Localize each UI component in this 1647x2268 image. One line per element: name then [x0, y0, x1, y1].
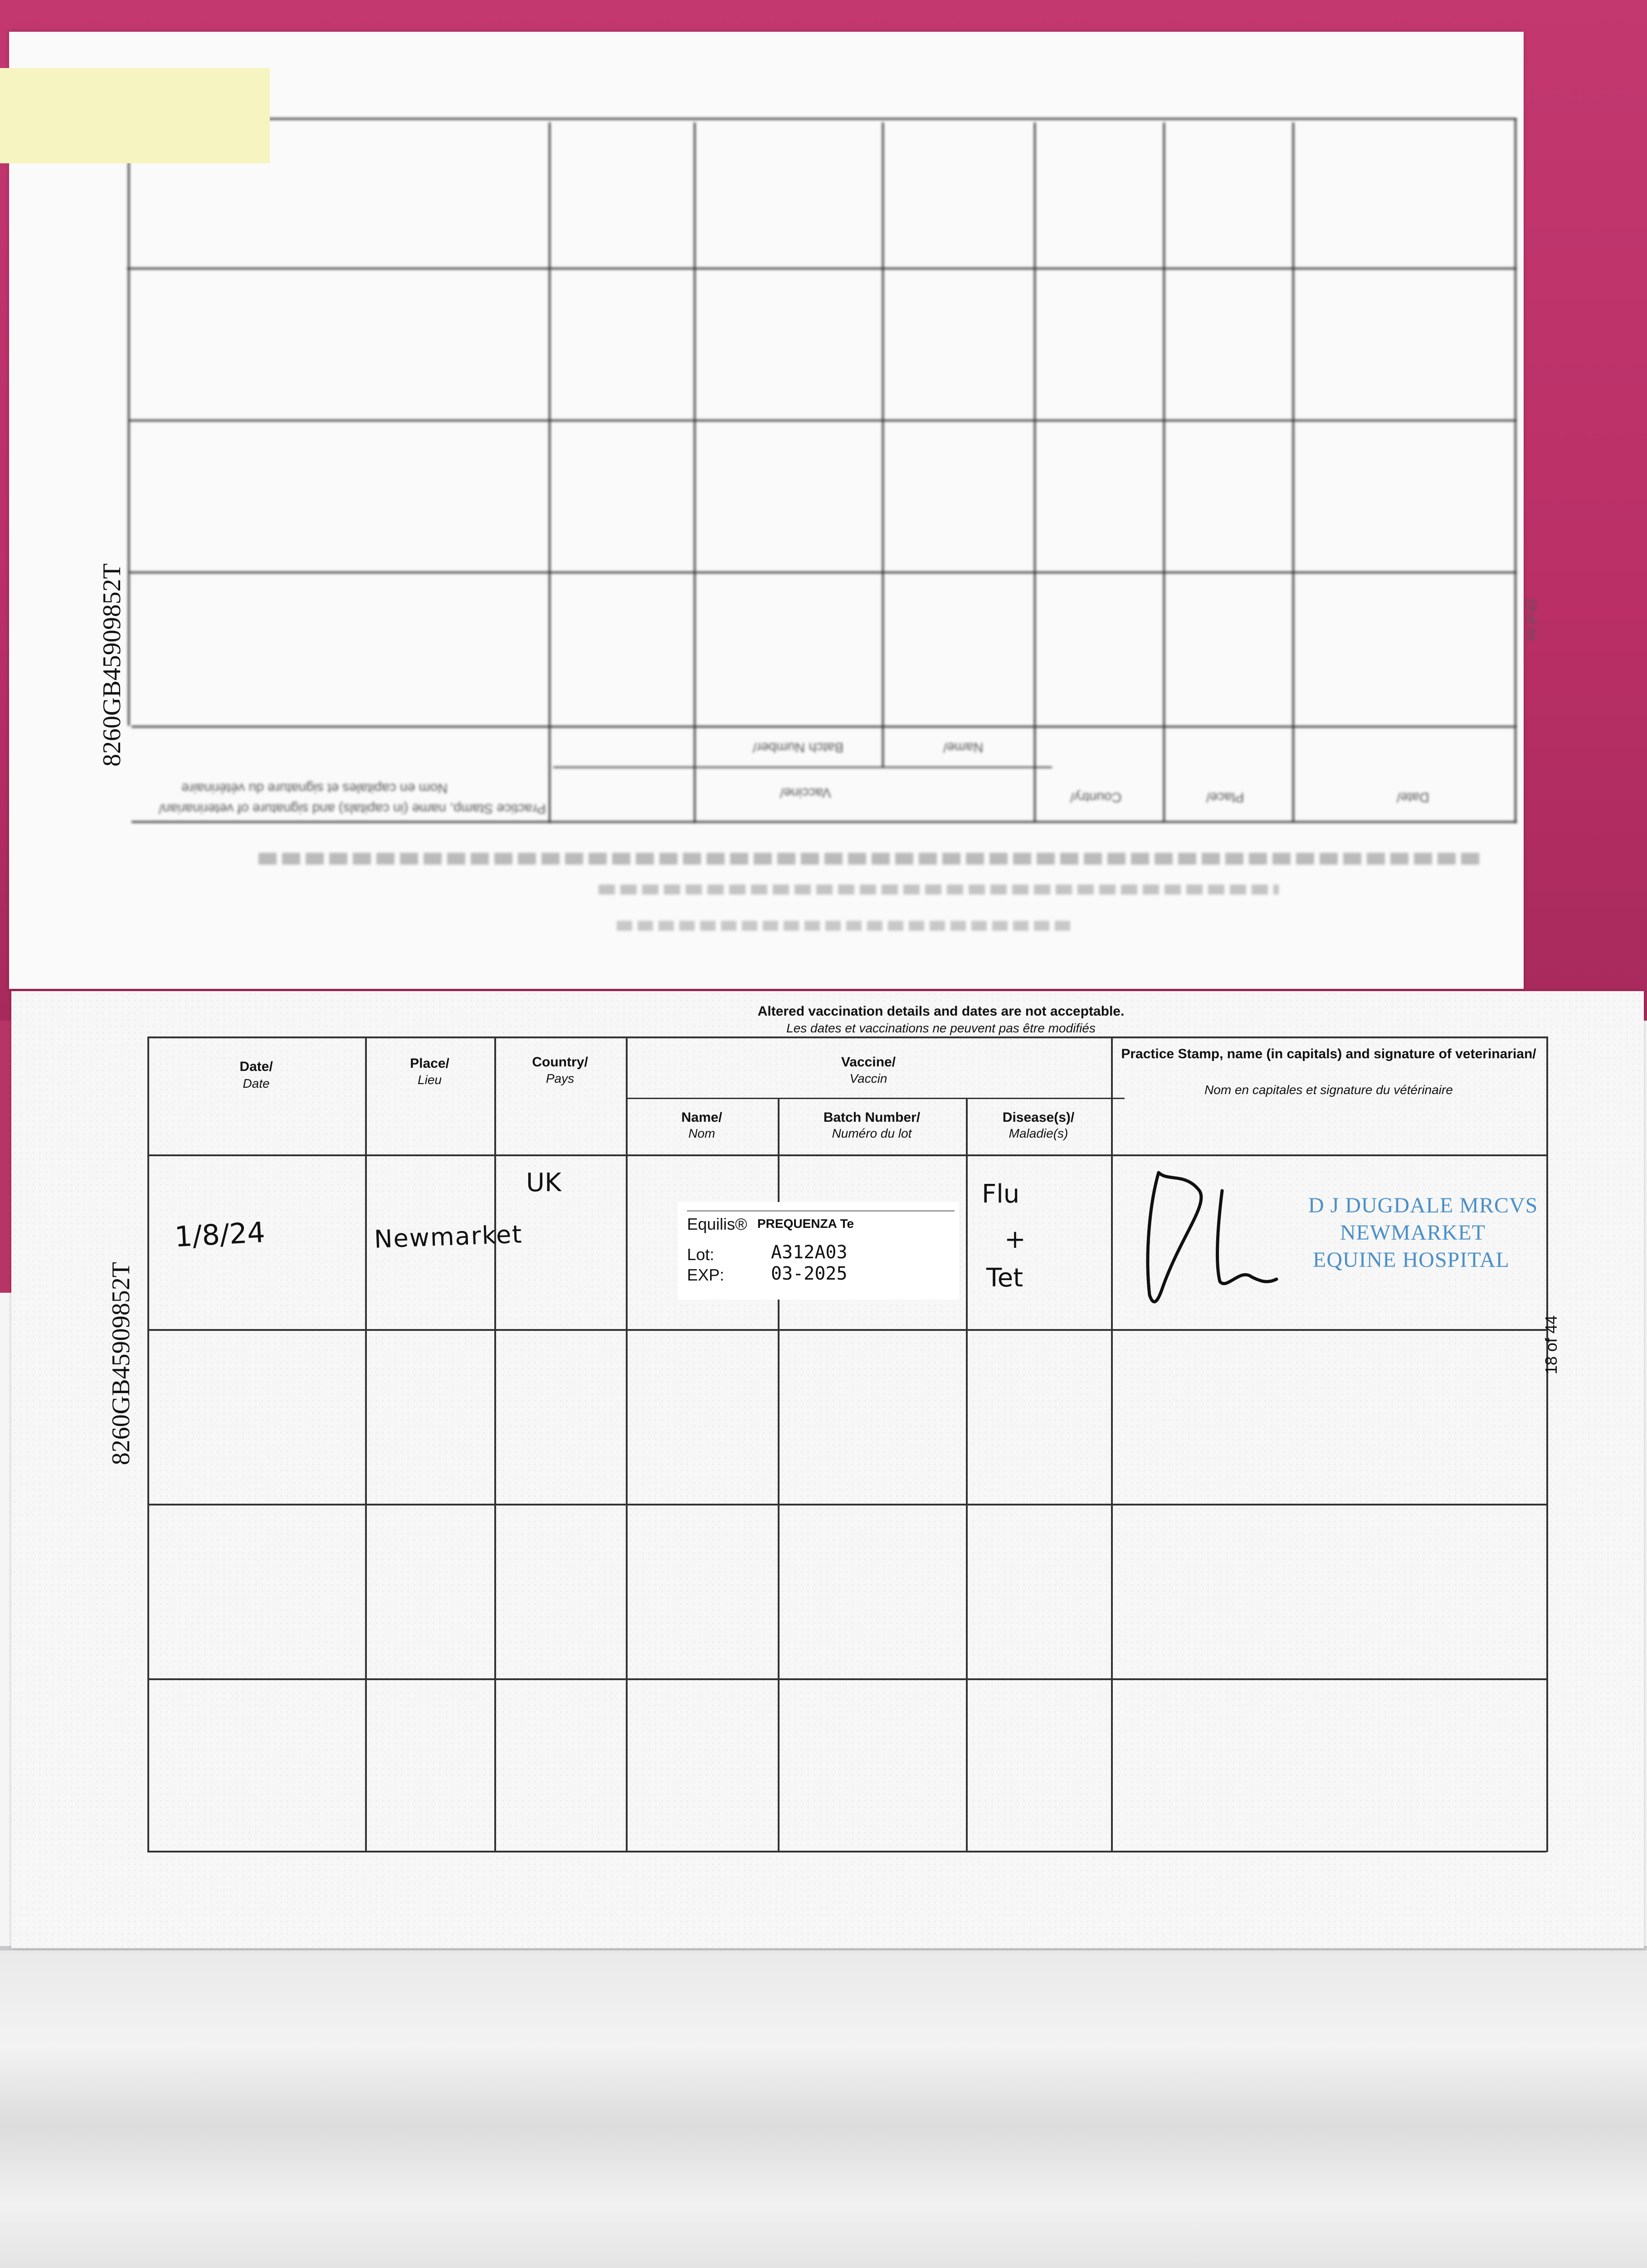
header-place-fr: Lieu [418, 1073, 442, 1087]
entry-place: Newmarket [374, 1220, 523, 1254]
header-disease-fr: Maladie(s) [1009, 1126, 1068, 1140]
header-disease: Disease(s)/ [1002, 1110, 1075, 1125]
header-date-fr: Date [243, 1076, 270, 1090]
top-date-header: Date/ [1397, 790, 1429, 805]
sticker-exp-label: EXP: [687, 1266, 725, 1284]
stamp-line-1: D J DUGDALE MRCVS [1308, 1193, 1538, 1217]
notice-fr: Les dates et vaccinations ne peuvent pas être modifiés [786, 1021, 1096, 1035]
top-page-number: 19 of 44 [1525, 598, 1539, 641]
bottom-page [11, 991, 1644, 1948]
bottom-page-number: 18 of 44 [1542, 1315, 1560, 1374]
entry-disease-1: Flu [982, 1179, 1020, 1209]
top-place-header: Place/ [1206, 790, 1244, 805]
header-name: Name/ [681, 1110, 722, 1125]
veterinarian-signature [1131, 1163, 1313, 1313]
top-vaccine-header: Vaccine/ [780, 785, 831, 800]
sticker-rule [687, 1210, 955, 1212]
sticker-brand: Equilis® [687, 1215, 747, 1233]
header-date: Date/ [239, 1059, 273, 1074]
top-stamp-header-fr: Nom en capitales et signature du vétérinaire [181, 781, 448, 796]
top-name-header: Name/ [943, 740, 984, 755]
header-batch: Batch Number/ [823, 1110, 921, 1125]
plastic-sleeve [0, 1950, 1647, 2268]
header-vaccine-fr: Vaccin [849, 1071, 887, 1085]
top-page [9, 32, 1539, 989]
entry-date: 1/8/24 [174, 1215, 266, 1254]
sticker-product: PREQUENZA Te [757, 1217, 854, 1231]
top-country-header: Country/ [1070, 790, 1122, 805]
entry-disease-3: Tet [986, 1263, 1023, 1293]
stamp-line-3: EQUINE HOSPITAL [1313, 1248, 1510, 1272]
vaccine-sticker [678, 1202, 959, 1300]
header-stamp-fr: Nom en capitales et signature du vétérinaire [1204, 1083, 1453, 1097]
entry-disease-2: + [1004, 1225, 1026, 1254]
sticker-lot: A312A03 [771, 1242, 848, 1263]
passport-id-bottom: 8260GB45909852T [107, 1262, 135, 1465]
header-place: Place/ [410, 1056, 449, 1071]
header-country-fr: Pays [546, 1071, 575, 1085]
notice: Altered vaccination details and dates are not acceptable. [757, 1004, 1125, 1019]
header-stamp: Practice Stamp, name (in capitals) and signature of veterinarian/ [1121, 1046, 1536, 1061]
top-footer-notes [258, 853, 1483, 865]
stamp-line-2: NEWMARKET [1340, 1221, 1486, 1245]
header-batch-fr: Numéro du lot [832, 1126, 912, 1140]
top-footer-notes-2 [599, 885, 1279, 894]
sticky-note [0, 68, 270, 163]
top-footer-notes-3 [617, 921, 1070, 931]
header-vaccine: Vaccine/ [841, 1055, 896, 1070]
top-batch-header: Batch Number/ [753, 740, 844, 755]
entry-country: UK [526, 1168, 561, 1198]
sticker-exp: 03-2025 [771, 1263, 848, 1284]
header-name-fr: Nom [688, 1126, 716, 1140]
top-stamp-header: Practice Stamp, name (in capitals) and signature of veterinarian/ [159, 801, 546, 816]
header-country: Country/ [532, 1055, 588, 1070]
sticker-lot-label: Lot: [687, 1245, 715, 1264]
passport-id-top: 8260GB45909852T [98, 563, 126, 767]
